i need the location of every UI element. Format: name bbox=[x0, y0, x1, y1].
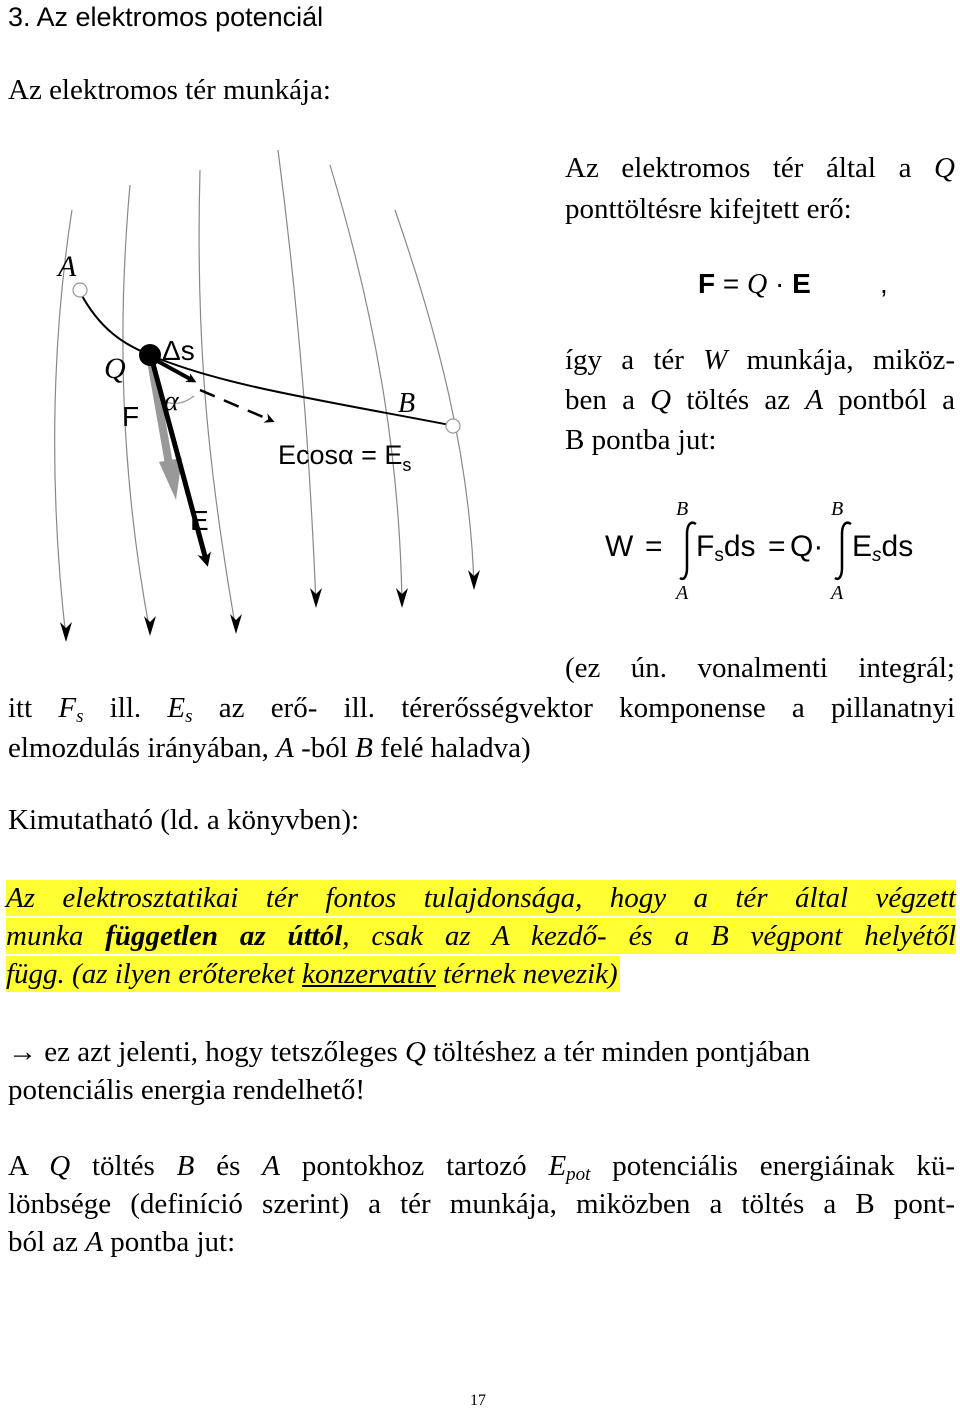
label-ecos-alpha: $Ecos\alpha = E_s$ bbox=[278, 440, 412, 475]
label-delta-s: Δs bbox=[162, 335, 195, 366]
field-line-arrows bbox=[60, 570, 480, 642]
highlight-line1: Az elektrosztatikai tér fontos tulajdonsága, hogy a tér által végzett bbox=[6, 882, 956, 914]
arrow-head bbox=[60, 622, 72, 642]
field-diagram bbox=[0, 140, 560, 660]
para1-line3: elmozdulás irányában, A -ból B felé haladva) bbox=[8, 732, 531, 764]
label-f: F bbox=[122, 401, 140, 432]
point-b-marker bbox=[446, 419, 460, 433]
right-intro-line2: ponttöltésre kifejtett erő: bbox=[565, 193, 852, 225]
force-equation-comma: , bbox=[880, 268, 888, 299]
right-intro-line1: Az elektromos tér által a Q bbox=[565, 152, 955, 184]
arrow-head bbox=[144, 616, 156, 636]
force-equation: F = Q · E bbox=[698, 268, 811, 300]
label-alpha: α bbox=[164, 386, 179, 417]
field-line bbox=[278, 150, 316, 604]
charge-q bbox=[139, 344, 161, 366]
arrow-para-line2: potenciális energia rendelhető! bbox=[8, 1074, 365, 1106]
label-a: A bbox=[58, 250, 77, 283]
last-para-line2: lönbsége (definíció szerint) a tér munkája, miközben a töltés a B pont- bbox=[8, 1188, 955, 1220]
last-para-line1: A Q töltés B és A pontokhoz tartozó $E_{pot}$ potenciális energiáinak kü- bbox=[8, 1150, 956, 1185]
highlight-line2: munka független az úttól, csak az A kezdő- és a B végpont helyétől bbox=[6, 920, 956, 952]
arrow-para-line1: → ez azt jelenti, hogy tetszőleges Q töltéshez a tér minden pontjában bbox=[8, 1036, 811, 1068]
highlight-line3: függ. (az ilyen erőtereket konzervatív térnek nevezik) bbox=[6, 958, 618, 990]
field-line bbox=[199, 170, 236, 630]
work-text-line2: ben a Q töltés az A pontból a bbox=[565, 384, 955, 416]
page-number: 17 bbox=[470, 1392, 486, 1409]
label-b: B bbox=[398, 388, 416, 419]
arrow-head bbox=[230, 614, 242, 634]
right-arrow-icon: → bbox=[8, 1036, 37, 1068]
component-dashed-arrow bbox=[200, 390, 270, 420]
point-a-marker bbox=[73, 283, 87, 297]
para1-line1: (ez ún. vonalmenti integrál; bbox=[565, 652, 955, 684]
last-para-line3: ból az A pontba jut: bbox=[8, 1226, 236, 1258]
work-text-line3: B pontba jut: bbox=[565, 424, 717, 456]
label-q: Q bbox=[104, 352, 126, 385]
section-subtitle: Az elektromos tér munkája: bbox=[8, 74, 331, 106]
label-e: E bbox=[190, 505, 209, 536]
kimutathato-line: Kimutatható (ld. a könyvben): bbox=[8, 804, 360, 836]
work-text-line1: így a tér W munkája, miköz- bbox=[565, 344, 955, 376]
para1-line2: itt $F_s$ ill. $E_s$ az erő- ill. térerősségvektor komponense a pillanatnyi bbox=[8, 692, 956, 727]
page-title: 3. Az elektromos potenciál bbox=[8, 2, 324, 32]
field-line bbox=[330, 165, 402, 604]
